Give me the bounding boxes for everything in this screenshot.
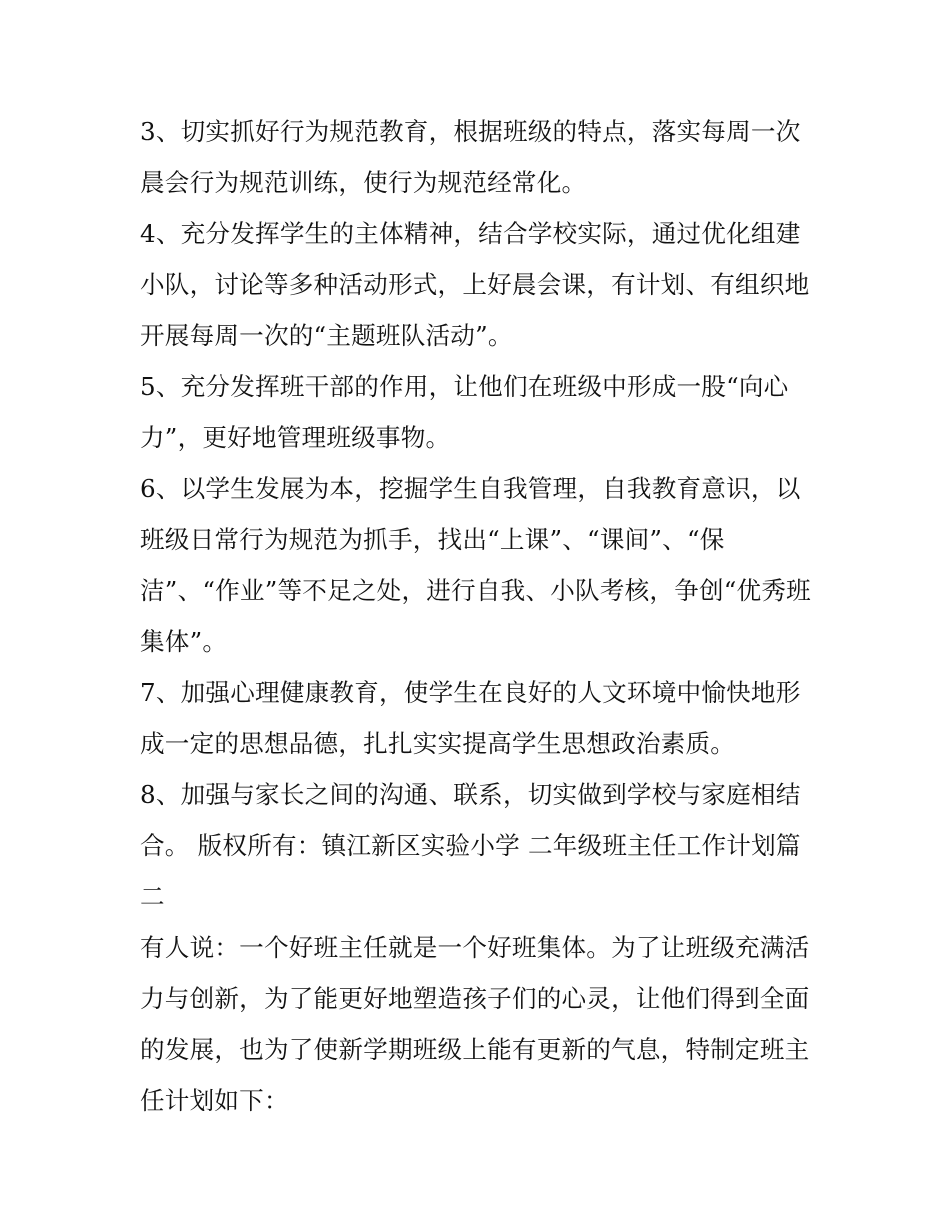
text-line: 3、切实抓好行为规范教育，根据班级的特点，落实每周一次 [140,117,801,146]
text-line: 合。 版权所有：镇江新区实验小学 二年级班主任工作计划篇 [140,831,801,860]
text-line: 7、加强心理健康教育，使学生在良好的人文环境中愉快地形 [140,678,801,707]
text-line: 有人说：一个好班主任就是一个好班集体。为了让班级充满活 [140,933,810,962]
document-body [140,106,812,1126]
text-line: 任计划如下： [140,1086,289,1115]
text-line: 5、充分发挥班干部的作用，让他们在班级中形成一股“向心 [140,372,789,401]
text-line: 6、以学生发展为本，挖掘学生自我管理，自我教育意识，以 [140,474,801,503]
text-line: 成一定的思想品德，扎扎实实提高学生思想政治素质。 [140,729,736,758]
text-line: 集体”。 [140,627,228,656]
text-line: 力”，更好地管理班级事物。 [140,423,451,452]
text-line: 班级日常行为规范为抓手，找出“上课”、“课间”、“保 [140,525,725,554]
text-line: 晨会行为规范训练，使行为规范经常化。 [140,168,587,197]
text-line: 8、加强与家长之间的沟通、联系，切实做到学校与家庭相结 [140,780,801,809]
text-line: 4、充分发挥学生的主体精神，结合学校实际，通过优化组建 [140,219,801,248]
text-line: 力与创新，为了能更好地塑造孩子们的心灵，让他们得到全面 [140,984,810,1013]
text-line: 二 [140,882,165,911]
text-line: 洁”、“作业”等不足之处，进行自我、小队考核，争创“优秀班 [140,576,811,605]
text-line: 的发展，也为了使新学期班级上能有更新的气息，特制定班主 [140,1035,810,1064]
text-line: 小队，讨论等多种活动形式，上好晨会课，有计划、有组织地 [140,270,810,299]
text-line: 开展每周一次的“主题班队活动”。 [140,321,513,350]
